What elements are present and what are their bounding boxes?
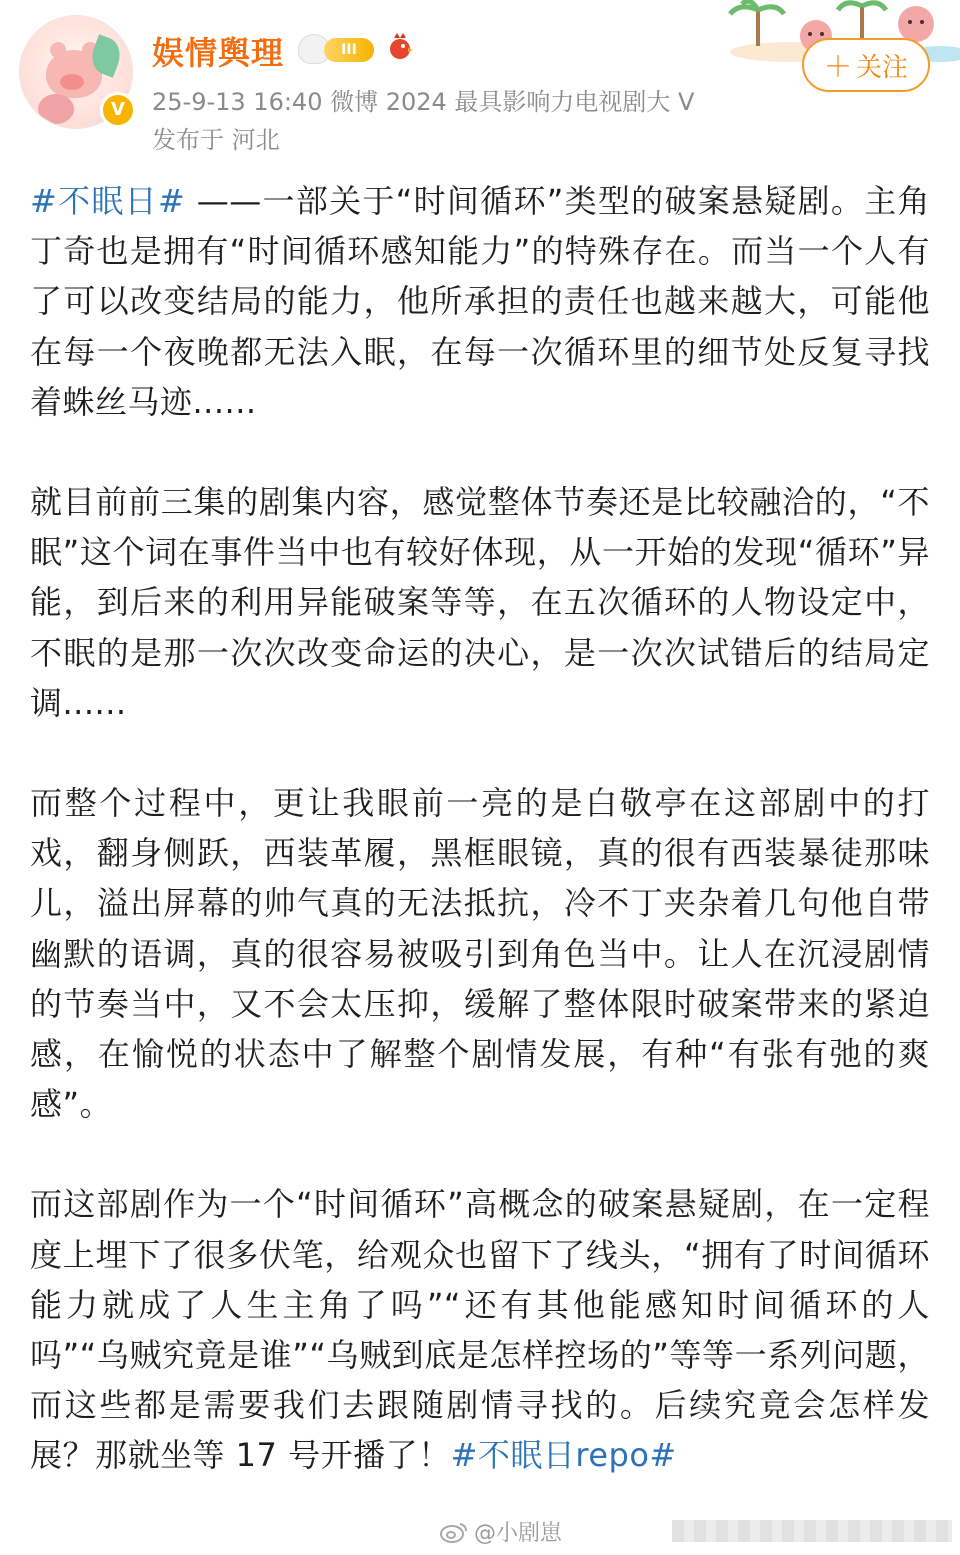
username[interactable]: 娱情舆理 — [152, 34, 285, 72]
watermark — [440, 1516, 562, 1547]
post-meta: 25-9-13 16:40 微博 2024 最具影响力电视剧大 V — [152, 88, 695, 116]
pig-snout — [60, 74, 84, 90]
weibo-logo-icon — [440, 1521, 468, 1543]
plus-icon: ＋ — [823, 50, 852, 83]
paragraph-1 — [30, 176, 930, 427]
redacted-area — [672, 1520, 952, 1542]
level-badge: III — [324, 38, 374, 62]
post-body — [30, 176, 930, 1531]
hashtag-link[interactable]: #不眠日repo# — [450, 1436, 677, 1475]
follow-label: 关注 — [856, 53, 909, 83]
paragraph-4-text: 而这部剧作为一个“时间循环”高概念的破案悬疑剧，在一定程度上埋下了很多伏笔，给观众也留下了线头，“拥有了时间循环能力就成了人生主角了吗”“还有其他能感知时间循环的人吗”“乌贼究竟是谁”“乌贼到底是怎样控场的”等等一系列问题，而这些都是需要我们去跟随剧情寻找的。后续究竟会怎样发展？那就坐等 17 号开播了！ — [30, 1185, 930, 1475]
follow-button[interactable] — [802, 38, 930, 92]
verified-badge-icon: V — [100, 92, 136, 128]
post-header — [0, 0, 960, 165]
hashtag-link[interactable]: #不眠日# — [30, 182, 186, 220]
beaver-illustration — [38, 94, 74, 124]
rooster-icon — [386, 32, 414, 62]
watermark-text: @小剧崽 — [474, 1521, 563, 1546]
paragraph-2: 就目前前三集的剧集内容，感觉整体节奏还是比较融洽的，“不眠”这个词在事件当中也有较好体现，从一开始的发现“循环”异能，到后来的利用异能破案等等，在五次循环的人物设定中，不眠的是那一次次改变命运的决心，是一次次试错后的结局定调...... — [30, 483, 930, 722]
paragraph-1-text: ——一部关于“时间循环”类型的破案悬疑剧。主角丁奇也是拥有“时间循环感知能力”的特殊存在。而当一个人有了可以改变结局的能力，他所承担的责任也越来越大，可能他在每一个夜晚都无法入眠，在每一次循环里的细节处反复寻找着蛛丝马迹...... — [30, 182, 930, 421]
post-location: 发布于 河北 — [152, 126, 280, 154]
paragraph-3: 而整个过程中，更让我眼前一亮的是白敬亭在这部剧中的打戏，翻身侧跃，西装革履，黑框眼镜，真的很有西装暴徒那味儿，溢出屏幕的帅气真的无法抵抗，冷不丁夹杂着几句他自带幽默的语调，真的很容易被吸引到角色当中。让人在沉浸剧情的节奏当中，又不会太压抑，缓解了整体限时破案带来的紧迫感，在愉悦的状态中了解整个剧情发展，有种“有张有弛的爽感”。 — [30, 784, 930, 1124]
paragraph-4 — [30, 1179, 930, 1480]
